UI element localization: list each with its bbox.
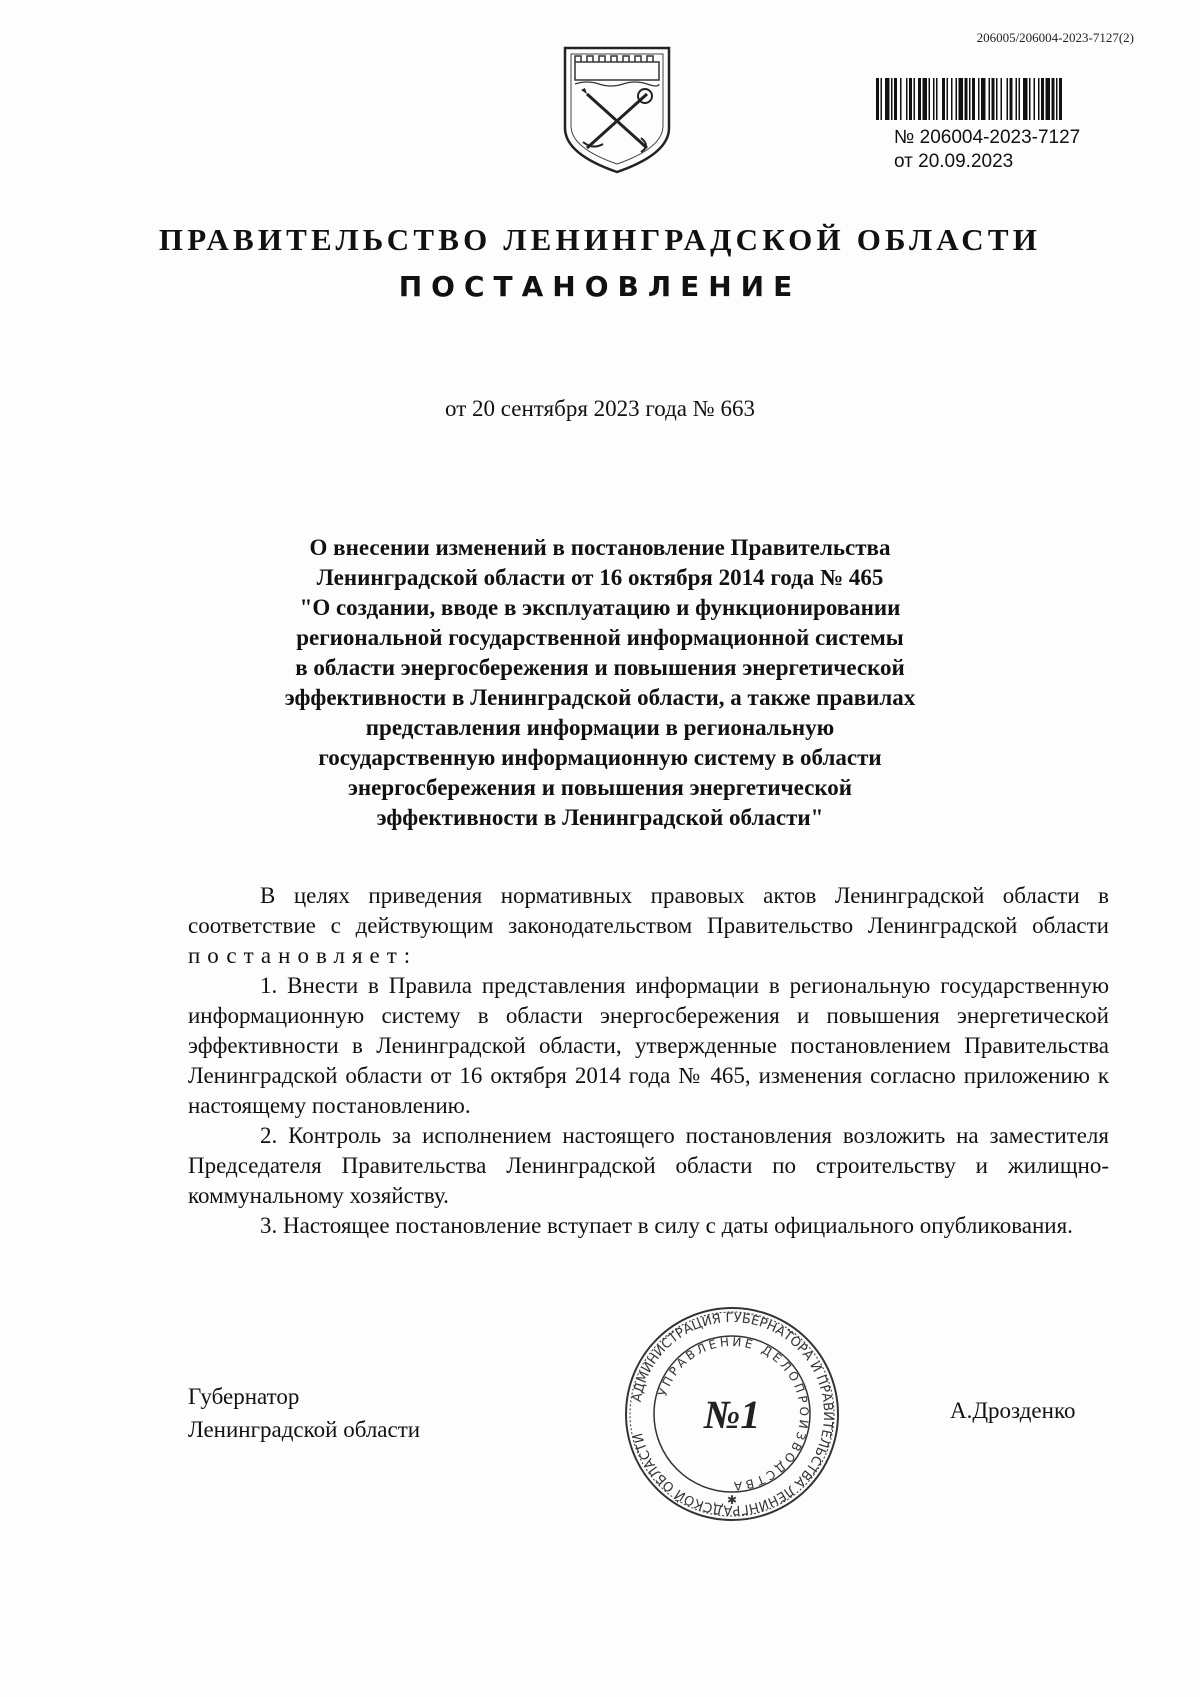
barcode-bar	[1038, 78, 1040, 120]
signer-region: Ленинградской области	[188, 1417, 421, 1442]
barcode-bar	[942, 78, 945, 120]
barcode-bar	[923, 78, 928, 120]
barcode-bar	[1016, 78, 1018, 120]
document-body	[188, 881, 1109, 1241]
barcode-bar	[1010, 78, 1013, 120]
subject-line: эффективности в Ленинградской области, а также правилах	[284, 685, 916, 710]
barcode-bar	[1059, 78, 1062, 120]
government-title: ПРАВИТЕЛЬСТВО ЛЕНИНГРАДСКОЙ ОБЛАСТИ	[158, 222, 1042, 257]
decree-item-1: 1. Внести в Правила представления информации в региональную государственную информационную систему в области энергосбережения и повышения энергетической эффективности в Ленинградской области, утвержденные постановлением Правительства Ленинградской области от 16 октября 2014 года № 465, изменения согласно приложению к настоящему постановлению.	[188, 973, 1109, 1118]
preamble-paragraph	[188, 881, 1109, 971]
preamble-text: В целях приведения нормативных правовых актов Ленинградской области в соответствие с действующим законодательством Правительство Ленинградской области	[188, 883, 1109, 938]
seal-inner-text: УПРАВЛЕНИЕ ДЕЛОПРОИЗВОДСТВА	[655, 1334, 812, 1494]
barcode-bar	[1041, 78, 1044, 120]
barcode-bar	[1046, 78, 1051, 120]
barcode-bar	[965, 78, 968, 120]
subject-line: О внесении изменений в постановление Правительства	[309, 535, 891, 560]
document-subject	[0, 533, 1200, 833]
leningrad-oblast-coat-of-arms-icon	[557, 44, 677, 176]
barcode-bar	[1034, 78, 1036, 120]
registration-code: 206005/206004-2023-7127(2)	[976, 30, 1134, 45]
signer-position: Губернатор	[188, 1384, 300, 1409]
barcode-bar	[876, 78, 879, 120]
barcode-bar	[900, 78, 902, 120]
barcode-bar	[1056, 78, 1058, 120]
barcode-bar	[947, 78, 949, 120]
barcode-bar	[989, 78, 991, 120]
preamble-decree: постановляет:	[188, 943, 418, 968]
barcode-bar	[992, 78, 995, 120]
barcode-bar	[959, 78, 964, 120]
barcode-bar	[1019, 78, 1021, 120]
signer-name: А.Дрозденко	[950, 1398, 1076, 1423]
document-date-number: от 20 сентября 2023 года № 663	[445, 396, 755, 421]
signer-title	[188, 1380, 420, 1446]
barcode-bar	[978, 78, 980, 120]
barcode-bar	[891, 78, 893, 120]
barcode-bar	[1007, 78, 1009, 120]
seal-ring-text: АДМИНИСТРАЦИЯ ГУБЕРНАТОРА И ПРАВИТЕЛЬСТВА ЛЕНИНГРАДСКОЙ ОБЛАСТИ	[629, 1310, 836, 1518]
barcode-bar	[894, 78, 897, 120]
barcode-bar	[996, 78, 998, 120]
registration-number: № 206004-2023-7127	[894, 127, 1081, 148]
barcode-bar	[1023, 78, 1028, 120]
svg-text:✱: ✱	[726, 1493, 738, 1507]
subject-line: эффективности в Ленинградской области"	[376, 805, 824, 830]
barcode-bar	[885, 78, 890, 120]
barcode-bar	[972, 78, 975, 120]
official-seal-icon	[620, 1302, 844, 1526]
subject-line: в области энергосбережения и повышения энергетической	[295, 655, 905, 680]
barcode-bar	[918, 78, 921, 120]
barcode-bar	[881, 78, 883, 120]
barcode-icon	[876, 78, 1128, 120]
barcode-bar	[929, 78, 931, 120]
barcode-bar	[909, 78, 912, 120]
barcode-bar	[956, 78, 958, 120]
barcode-bar	[914, 78, 916, 120]
subject-line: энергосбережения и повышения энергетической	[347, 775, 853, 800]
subject-line: региональной государственной информационной системы	[296, 625, 904, 650]
subject-line: "О создании, вводе в эксплуатацию и функционировании	[299, 595, 901, 620]
decree-item-2: 2. Контроль за исполнением настоящего постановления возложить на заместителя Председателя Правительства Ленинградской области по строительству и жилищно-коммунальному хозяйству.	[188, 1123, 1109, 1208]
registration-date: от 20.09.2023	[894, 151, 1014, 172]
decree-item-3: 3. Настоящее постановление вступает в силу с даты официального опубликования.	[260, 1213, 1073, 1238]
barcode-bar	[981, 78, 986, 120]
document-type: ПОСТАНОВЛЕНИЕ	[398, 270, 802, 303]
barcode-bar	[933, 78, 935, 120]
barcode-bar	[1001, 78, 1003, 120]
subject-line: Ленинградской области от 16 октября 2014 года № 465	[316, 565, 884, 590]
barcode-bar	[969, 78, 971, 120]
barcode-bar	[1029, 78, 1031, 120]
subject-line: государственную информационную систему в области	[318, 745, 882, 770]
barcode-bar	[936, 78, 938, 120]
registration-stamp	[894, 126, 1080, 174]
barcode-bar	[951, 78, 953, 120]
subject-line: представления информации в региональную	[365, 715, 835, 740]
barcode-bar	[906, 78, 908, 120]
barcode-bar	[1052, 78, 1055, 120]
seal-number: №1	[703, 1392, 761, 1437]
